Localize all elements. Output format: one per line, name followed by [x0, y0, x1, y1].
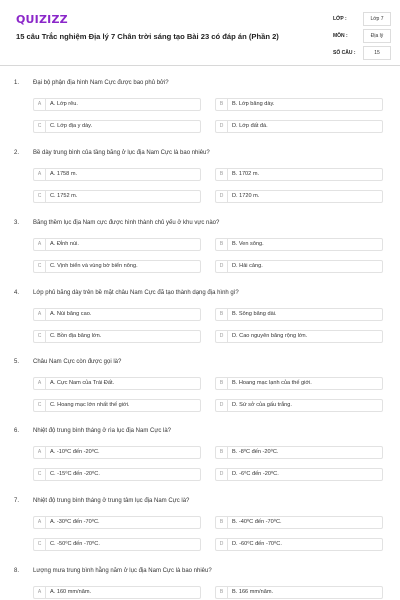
- option-letter: A: [34, 309, 46, 320]
- question-text: Châu Nam Cực còn được gọi là?: [33, 359, 122, 365]
- option-letter: D: [216, 539, 228, 550]
- option-letter: B: [216, 99, 228, 110]
- option-text: B. -8⁰C đến -20⁰C.: [232, 449, 279, 455]
- question-text: Lượng mưa trung bình hằng năm ở lục địa Nam Cực là bao nhiêu?: [33, 568, 212, 574]
- option-b[interactable]: [215, 308, 383, 321]
- option-letter: C: [34, 191, 46, 202]
- option-text: A. 1758 m.: [50, 171, 78, 177]
- question-number: 3.: [14, 220, 20, 226]
- count-label: SỐ CÂU :: [333, 50, 356, 56]
- option-text: D. Cao nguyên băng rộng lớn.: [232, 333, 308, 339]
- meta-count-row: [333, 46, 391, 63]
- option-a[interactable]: [33, 168, 201, 181]
- question-text: Nhiệt độ trung bình tháng ở trung tâm lục địa Nam Cực là?: [33, 498, 190, 504]
- option-text: A. 160 mm/năm.: [50, 589, 92, 595]
- option-c[interactable]: [33, 399, 201, 412]
- option-letter: A: [34, 169, 46, 180]
- option-text: A. -30⁰C đến -70⁰C.: [50, 519, 100, 525]
- question-number: 1.: [14, 80, 20, 86]
- question-number: 7.: [14, 498, 20, 504]
- option-a[interactable]: [33, 377, 201, 390]
- option-letter: B: [216, 169, 228, 180]
- option-text: A. -10⁰C đến -20⁰C.: [50, 449, 100, 455]
- option-text: A. Lớp rêu.: [50, 101, 78, 107]
- option-letter: A: [34, 587, 46, 598]
- option-c[interactable]: [33, 468, 201, 481]
- class-value: Lớp 7: [363, 12, 391, 26]
- question-text: Bề dày trung bình của tầng băng ở lục địa Nam Cực là bao nhiêu?: [33, 150, 210, 156]
- option-letter: B: [216, 239, 228, 250]
- option-letter: B: [216, 309, 228, 320]
- option-b[interactable]: [215, 516, 383, 529]
- option-d[interactable]: [215, 399, 383, 412]
- option-d[interactable]: [215, 468, 383, 481]
- option-text: B. Ven sông.: [232, 241, 264, 247]
- option-letter: D: [216, 469, 228, 480]
- option-a[interactable]: [33, 516, 201, 529]
- option-b[interactable]: [215, 168, 383, 181]
- question-number: 2.: [14, 150, 20, 156]
- question-text: Lớp phủ băng dày trên bề mặt châu Nam Cực đã tạo thành dạng địa hình gì?: [33, 290, 239, 296]
- page-title: 15 câu Trắc nghiệm Địa lý 7 Chân trời sáng tạo Bài 23 có đáp án (Phần 2): [16, 32, 279, 41]
- option-text: D. Sứ sở của gấu trắng.: [232, 402, 292, 408]
- option-letter: C: [34, 261, 46, 272]
- option-text: D. -60⁰C đến -70⁰C.: [232, 541, 282, 547]
- meta-panel: [333, 12, 391, 63]
- option-letter: D: [216, 400, 228, 411]
- count-value: 15: [363, 46, 391, 60]
- option-text: C. -50⁰C đến -70⁰C.: [50, 541, 100, 547]
- option-text: D. Lớp đất đá.: [232, 123, 268, 129]
- option-c[interactable]: [33, 120, 201, 133]
- option-text: C. Vịnh biển và vùng bờ biển nông.: [50, 263, 138, 269]
- option-text: B. 1702 m.: [232, 171, 260, 177]
- option-text: B. Sông băng dài.: [232, 311, 277, 317]
- question-number: 4.: [14, 290, 20, 296]
- meta-class-row: [333, 12, 391, 29]
- option-text: B. 166 mm/năm.: [232, 589, 274, 595]
- option-text: A. Cực Nam của Trái Đất.: [50, 380, 115, 386]
- option-letter: D: [216, 331, 228, 342]
- question-number: 8.: [14, 568, 20, 574]
- option-text: B. Lớp băng dày.: [232, 101, 275, 107]
- option-text: C. 1752 m.: [50, 193, 78, 199]
- option-c[interactable]: [33, 190, 201, 203]
- option-d[interactable]: [215, 260, 383, 273]
- question-text: Băng thềm lục địa Nam cực được hình thành chủ yếu ở khu vực nào?: [33, 220, 220, 226]
- option-b[interactable]: [215, 377, 383, 390]
- meta-subject-row: [333, 29, 391, 46]
- quizizz-logo: QUIZIZZ: [16, 13, 68, 26]
- option-c[interactable]: [33, 330, 201, 343]
- option-a[interactable]: [33, 308, 201, 321]
- option-letter: B: [216, 378, 228, 389]
- option-letter: A: [34, 99, 46, 110]
- option-letter: D: [216, 261, 228, 272]
- option-c[interactable]: [33, 538, 201, 551]
- option-b[interactable]: [215, 238, 383, 251]
- option-letter: C: [34, 400, 46, 411]
- option-letter: B: [216, 517, 228, 528]
- option-letter: A: [34, 239, 46, 250]
- option-letter: D: [216, 121, 228, 132]
- option-a[interactable]: [33, 238, 201, 251]
- option-text: A. Đỉnh núi.: [50, 241, 79, 247]
- option-text: A. Núi băng cao.: [50, 311, 92, 317]
- header: [0, 0, 400, 66]
- option-letter: C: [34, 539, 46, 550]
- option-b[interactable]: [215, 586, 383, 599]
- class-label: LỚP :: [333, 16, 347, 22]
- option-text: C. Lớp địa y dày.: [50, 123, 93, 129]
- option-text: C. Bồn địa băng lớn.: [50, 333, 102, 339]
- option-letter: B: [216, 447, 228, 458]
- option-d[interactable]: [215, 190, 383, 203]
- option-a[interactable]: [33, 98, 201, 111]
- option-b[interactable]: [215, 446, 383, 459]
- question-number: 5.: [14, 359, 20, 365]
- option-d[interactable]: [215, 120, 383, 133]
- option-letter: A: [34, 378, 46, 389]
- option-a[interactable]: [33, 446, 201, 459]
- option-text: C. -15⁰C đến -20⁰C.: [50, 471, 100, 477]
- option-c[interactable]: [33, 260, 201, 273]
- option-d[interactable]: [215, 538, 383, 551]
- option-d[interactable]: [215, 330, 383, 343]
- option-text: C. Hoang mạc lớn nhất thế giới.: [50, 402, 130, 408]
- option-text: D. 1720 m.: [232, 193, 260, 199]
- option-letter: C: [34, 121, 46, 132]
- question-number: 6.: [14, 428, 20, 434]
- subject-value: Địa lý: [363, 29, 391, 43]
- question-text: Đại bộ phận địa hình Nam Cực được bao phủ bởi?: [33, 80, 169, 86]
- subject-label: MÔN :: [333, 33, 348, 39]
- option-b[interactable]: [215, 98, 383, 111]
- option-letter: C: [34, 469, 46, 480]
- option-letter: D: [216, 191, 228, 202]
- option-letter: C: [34, 331, 46, 342]
- option-text: D. -6⁰C đến -20⁰C.: [232, 471, 279, 477]
- option-letter: A: [34, 447, 46, 458]
- option-text: B. -40⁰C đến -70⁰C.: [232, 519, 282, 525]
- question-text: Nhiệt độ trung bình tháng ở rìa lục địa Nam Cực là?: [33, 428, 172, 434]
- option-text: D. Hải cảng.: [232, 263, 263, 269]
- option-text: B. Hoang mạc lạnh của thế giới.: [232, 380, 312, 386]
- option-letter: B: [216, 587, 228, 598]
- option-a[interactable]: [33, 586, 201, 599]
- option-letter: A: [34, 517, 46, 528]
